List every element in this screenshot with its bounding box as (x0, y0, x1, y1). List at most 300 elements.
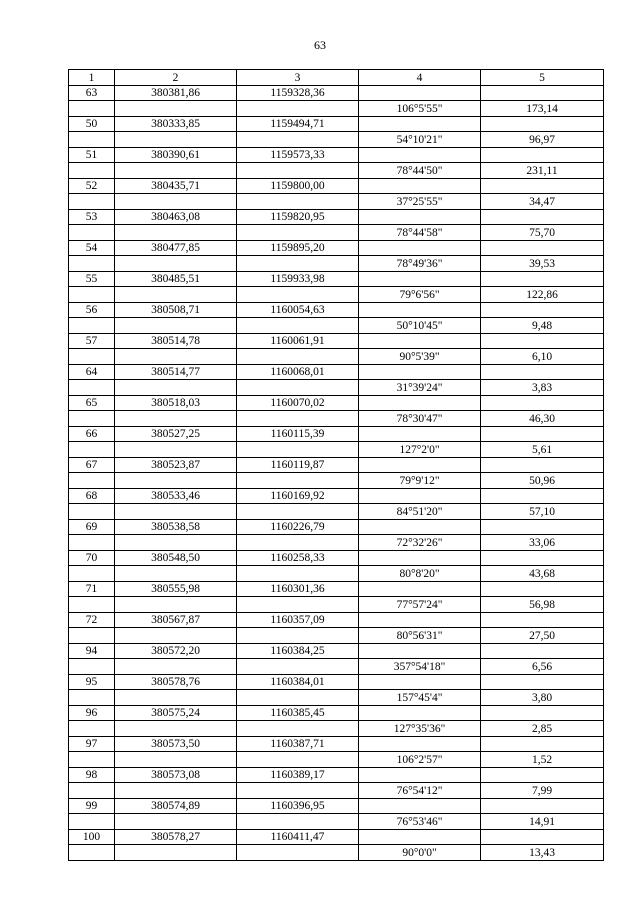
x-coordinate-cell (115, 287, 237, 303)
x-coordinate-cell: 380435,71 (115, 178, 237, 194)
distance-cell (481, 550, 604, 566)
x-coordinate-cell: 380575,24 (115, 705, 237, 721)
y-coordinate-cell (237, 442, 359, 458)
y-coordinate-cell: 1159933,98 (237, 271, 359, 287)
point-number-cell: 71 (69, 581, 115, 597)
distance-cell: 173,14 (481, 101, 604, 117)
x-coordinate-cell (115, 659, 237, 675)
distance-cell: 122,86 (481, 287, 604, 303)
x-coordinate-cell (115, 163, 237, 179)
y-coordinate-cell (237, 628, 359, 644)
table-row (69, 628, 604, 644)
bearing-cell: 127°2'0" (359, 442, 481, 458)
y-coordinate-cell: 1160384,25 (237, 643, 359, 659)
y-coordinate-cell (237, 163, 359, 179)
y-coordinate-cell: 1160061,91 (237, 333, 359, 349)
y-coordinate-cell (237, 318, 359, 334)
table-row (69, 473, 604, 489)
bearing-cell: 77°57'24" (359, 597, 481, 613)
point-number-cell (69, 163, 115, 179)
table-row (69, 302, 604, 318)
x-coordinate-cell (115, 721, 237, 737)
x-coordinate-cell (115, 101, 237, 117)
table-row (69, 829, 604, 845)
point-number-cell: 56 (69, 302, 115, 318)
table-row (69, 581, 604, 597)
point-number-cell (69, 411, 115, 427)
y-coordinate-cell: 1160389,17 (237, 767, 359, 783)
y-coordinate-cell: 1159328,36 (237, 85, 359, 101)
point-number-cell: 63 (69, 85, 115, 101)
bearing-cell: 76°53'46" (359, 814, 481, 830)
point-number-cell (69, 566, 115, 582)
table-row (69, 752, 604, 768)
table-row (69, 457, 604, 473)
bearing-cell: 78°49'36" (359, 256, 481, 272)
bearing-cell (359, 798, 481, 814)
distance-cell: 9,48 (481, 318, 604, 334)
table-row (69, 333, 604, 349)
distance-cell: 13,43 (481, 845, 604, 861)
x-coordinate-cell (115, 783, 237, 799)
y-coordinate-cell (237, 690, 359, 706)
table-row (69, 380, 604, 396)
bearing-cell (359, 581, 481, 597)
x-coordinate-cell: 380573,08 (115, 767, 237, 783)
point-number-cell: 100 (69, 829, 115, 845)
point-number-cell (69, 845, 115, 861)
distance-cell (481, 457, 604, 473)
bearing-cell: 80°8'20" (359, 566, 481, 582)
distance-cell (481, 612, 604, 628)
coordinates-table (68, 69, 604, 861)
y-coordinate-cell: 1160384,01 (237, 674, 359, 690)
y-coordinate-cell (237, 349, 359, 365)
distance-cell: 57,10 (481, 504, 604, 520)
distance-cell (481, 829, 604, 845)
x-coordinate-cell: 380538,58 (115, 519, 237, 535)
distance-cell: 14,91 (481, 814, 604, 830)
point-number-cell (69, 504, 115, 520)
distance-cell: 96,97 (481, 132, 604, 148)
x-coordinate-cell: 380573,50 (115, 736, 237, 752)
point-number-cell (69, 225, 115, 241)
bearing-cell (359, 85, 481, 101)
table-row (69, 163, 604, 179)
point-number-cell: 66 (69, 426, 115, 442)
bearing-cell: 90°0'0" (359, 845, 481, 861)
table-row (69, 225, 604, 241)
distance-cell (481, 302, 604, 318)
point-number-cell: 67 (69, 457, 115, 473)
bearing-cell (359, 705, 481, 721)
x-coordinate-cell (115, 132, 237, 148)
point-number-cell: 72 (69, 612, 115, 628)
y-coordinate-cell: 1160385,45 (237, 705, 359, 721)
point-number-cell (69, 690, 115, 706)
y-coordinate-cell (237, 225, 359, 241)
distance-cell (481, 674, 604, 690)
table-row (69, 814, 604, 830)
bearing-cell: 157°45'4" (359, 690, 481, 706)
distance-cell (481, 705, 604, 721)
bearing-cell (359, 333, 481, 349)
y-coordinate-cell (237, 194, 359, 210)
table-row (69, 612, 604, 628)
table-row (69, 783, 604, 799)
distance-cell: 2,85 (481, 721, 604, 737)
distance-cell (481, 426, 604, 442)
x-coordinate-cell (115, 442, 237, 458)
distance-cell: 7,99 (481, 783, 604, 799)
table-row (69, 271, 604, 287)
column-header-5: 5 (481, 70, 604, 86)
table-row (69, 256, 604, 272)
x-coordinate-cell (115, 411, 237, 427)
bearing-cell (359, 364, 481, 380)
table-row (69, 132, 604, 148)
point-number-cell: 53 (69, 209, 115, 225)
y-coordinate-cell: 1160070,02 (237, 395, 359, 411)
x-coordinate-cell: 380578,76 (115, 674, 237, 690)
x-coordinate-cell: 380390,61 (115, 147, 237, 163)
distance-cell (481, 488, 604, 504)
table-row (69, 442, 604, 458)
bearing-cell (359, 116, 481, 132)
bearing-cell (359, 457, 481, 473)
x-coordinate-cell: 380578,27 (115, 829, 237, 845)
y-coordinate-cell: 1160396,95 (237, 798, 359, 814)
x-coordinate-cell (115, 597, 237, 613)
y-coordinate-cell: 1159895,20 (237, 240, 359, 256)
bearing-cell (359, 271, 481, 287)
distance-cell (481, 395, 604, 411)
bearing-cell: 78°44'50" (359, 163, 481, 179)
table-row (69, 240, 604, 256)
distance-cell (481, 116, 604, 132)
distance-cell: 6,10 (481, 349, 604, 365)
x-coordinate-cell (115, 194, 237, 210)
x-coordinate-cell: 380333,85 (115, 116, 237, 132)
distance-cell: 6,56 (481, 659, 604, 675)
y-coordinate-cell (237, 256, 359, 272)
distance-cell (481, 271, 604, 287)
x-coordinate-cell: 380555,98 (115, 581, 237, 597)
distance-cell (481, 85, 604, 101)
point-number-cell (69, 628, 115, 644)
table-row (69, 116, 604, 132)
x-coordinate-cell: 380533,46 (115, 488, 237, 504)
table-row (69, 194, 604, 210)
column-header-1: 1 (69, 70, 115, 86)
y-coordinate-cell: 1160301,36 (237, 581, 359, 597)
x-coordinate-cell (115, 845, 237, 861)
point-number-cell: 57 (69, 333, 115, 349)
x-coordinate-cell: 380548,50 (115, 550, 237, 566)
table-row (69, 597, 604, 613)
y-coordinate-cell (237, 659, 359, 675)
table-row (69, 147, 604, 163)
distance-cell: 1,52 (481, 752, 604, 768)
y-coordinate-cell: 1159494,71 (237, 116, 359, 132)
x-coordinate-cell (115, 814, 237, 830)
y-coordinate-cell (237, 721, 359, 737)
table-row (69, 767, 604, 783)
table-row (69, 798, 604, 814)
point-number-cell: 95 (69, 674, 115, 690)
y-coordinate-cell (237, 504, 359, 520)
y-coordinate-cell (237, 845, 359, 861)
table-row (69, 519, 604, 535)
y-coordinate-cell: 1160357,09 (237, 612, 359, 628)
distance-cell (481, 519, 604, 535)
point-number-cell: 96 (69, 705, 115, 721)
table-row (69, 364, 604, 380)
distance-cell (481, 240, 604, 256)
y-coordinate-cell: 1160411,47 (237, 829, 359, 845)
y-coordinate-cell (237, 132, 359, 148)
x-coordinate-cell (115, 318, 237, 334)
y-coordinate-cell (237, 473, 359, 489)
bearing-cell (359, 519, 481, 535)
bearing-cell (359, 488, 481, 504)
table-row (69, 535, 604, 551)
bearing-cell: 357°54'18" (359, 659, 481, 675)
y-coordinate-cell (237, 752, 359, 768)
point-number-cell: 69 (69, 519, 115, 535)
bearing-cell: 72°32'26" (359, 535, 481, 551)
x-coordinate-cell (115, 504, 237, 520)
point-number-cell (69, 287, 115, 303)
column-header-4: 4 (359, 70, 481, 86)
table-row (69, 411, 604, 427)
table-row (69, 721, 604, 737)
bearing-cell: 76°54'12" (359, 783, 481, 799)
x-coordinate-cell: 380381,86 (115, 85, 237, 101)
point-number-cell: 64 (69, 364, 115, 380)
point-number-cell (69, 101, 115, 117)
point-number-cell: 65 (69, 395, 115, 411)
point-number-cell (69, 194, 115, 210)
y-coordinate-cell: 1160068,01 (237, 364, 359, 380)
distance-cell: 43,68 (481, 566, 604, 582)
point-number-cell (69, 783, 115, 799)
point-number-cell (69, 597, 115, 613)
table-row (69, 318, 604, 334)
point-number-cell (69, 752, 115, 768)
bearing-cell (359, 426, 481, 442)
distance-cell (481, 581, 604, 597)
point-number-cell: 50 (69, 116, 115, 132)
distance-cell: 50,96 (481, 473, 604, 489)
table-row (69, 488, 604, 504)
y-coordinate-cell (237, 597, 359, 613)
table-row (69, 504, 604, 520)
bearing-cell (359, 643, 481, 659)
point-number-cell (69, 256, 115, 272)
distance-cell (481, 209, 604, 225)
point-number-cell: 51 (69, 147, 115, 163)
point-number-cell: 99 (69, 798, 115, 814)
point-number-cell (69, 349, 115, 365)
point-number-cell (69, 535, 115, 551)
bearing-cell: 79°9'12" (359, 473, 481, 489)
x-coordinate-cell: 380518,03 (115, 395, 237, 411)
table-row (69, 287, 604, 303)
bearing-cell: 54°10'21" (359, 132, 481, 148)
table-row (69, 845, 604, 861)
distance-cell (481, 736, 604, 752)
point-number-cell: 94 (69, 643, 115, 659)
y-coordinate-cell (237, 101, 359, 117)
distance-cell: 5,61 (481, 442, 604, 458)
distance-cell: 3,83 (481, 380, 604, 396)
bearing-cell: 78°44'58" (359, 225, 481, 241)
bearing-cell (359, 147, 481, 163)
distance-cell (481, 147, 604, 163)
bearing-cell (359, 736, 481, 752)
bearing-cell: 106°5'55" (359, 101, 481, 117)
table-row (69, 674, 604, 690)
x-coordinate-cell (115, 349, 237, 365)
x-coordinate-cell: 380574,89 (115, 798, 237, 814)
x-coordinate-cell (115, 752, 237, 768)
y-coordinate-cell: 1159820,95 (237, 209, 359, 225)
y-coordinate-cell: 1160226,79 (237, 519, 359, 535)
distance-cell: 33,06 (481, 535, 604, 551)
bearing-cell (359, 209, 481, 225)
point-number-cell: 70 (69, 550, 115, 566)
bearing-cell (359, 829, 481, 845)
y-coordinate-cell: 1159573,33 (237, 147, 359, 163)
distance-cell (481, 767, 604, 783)
point-number-cell (69, 721, 115, 737)
table-body (69, 85, 604, 860)
distance-cell (481, 364, 604, 380)
point-number-cell (69, 814, 115, 830)
x-coordinate-cell (115, 690, 237, 706)
y-coordinate-cell (237, 411, 359, 427)
point-number-cell (69, 442, 115, 458)
table-row (69, 85, 604, 101)
distance-cell: 46,30 (481, 411, 604, 427)
table-row (69, 426, 604, 442)
distance-cell (481, 178, 604, 194)
bearing-cell (359, 302, 481, 318)
column-header-3: 3 (237, 70, 359, 86)
point-number-cell: 52 (69, 178, 115, 194)
y-coordinate-cell (237, 814, 359, 830)
point-number-cell: 54 (69, 240, 115, 256)
page-number: 63 (314, 38, 326, 52)
x-coordinate-cell (115, 628, 237, 644)
table-row (69, 736, 604, 752)
y-coordinate-cell: 1159800,00 (237, 178, 359, 194)
y-coordinate-cell: 1160169,92 (237, 488, 359, 504)
bearing-cell: 127°35'36" (359, 721, 481, 737)
table-header-row (69, 70, 604, 86)
bearing-cell: 31°39'24" (359, 380, 481, 396)
distance-cell (481, 643, 604, 659)
point-number-cell (69, 132, 115, 148)
y-coordinate-cell: 1160258,33 (237, 550, 359, 566)
y-coordinate-cell: 1160119,87 (237, 457, 359, 473)
bearing-cell: 50°10'45" (359, 318, 481, 334)
bearing-cell (359, 395, 481, 411)
table-row (69, 101, 604, 117)
x-coordinate-cell (115, 225, 237, 241)
bearing-cell (359, 674, 481, 690)
distance-cell: 34,47 (481, 194, 604, 210)
distance-cell: 231,11 (481, 163, 604, 179)
point-number-cell (69, 473, 115, 489)
distance-cell: 39,53 (481, 256, 604, 272)
x-coordinate-cell (115, 535, 237, 551)
distance-cell: 56,98 (481, 597, 604, 613)
bearing-cell: 80°56'31" (359, 628, 481, 644)
y-coordinate-cell (237, 535, 359, 551)
table-row (69, 643, 604, 659)
x-coordinate-cell (115, 566, 237, 582)
distance-cell (481, 798, 604, 814)
y-coordinate-cell (237, 287, 359, 303)
distance-cell: 3,80 (481, 690, 604, 706)
x-coordinate-cell (115, 473, 237, 489)
table-row (69, 550, 604, 566)
bearing-cell (359, 767, 481, 783)
x-coordinate-cell: 380572,20 (115, 643, 237, 659)
table-row (69, 209, 604, 225)
bearing-cell: 78°30'47" (359, 411, 481, 427)
point-number-cell: 97 (69, 736, 115, 752)
bearing-cell: 37°25'55" (359, 194, 481, 210)
table-row (69, 178, 604, 194)
x-coordinate-cell: 380477,85 (115, 240, 237, 256)
x-coordinate-cell: 380463,08 (115, 209, 237, 225)
bearing-cell (359, 612, 481, 628)
bearing-cell: 79°6'56" (359, 287, 481, 303)
bearing-cell: 106°2'57" (359, 752, 481, 768)
bearing-cell (359, 240, 481, 256)
point-number-cell (69, 380, 115, 396)
x-coordinate-cell (115, 256, 237, 272)
table-row (69, 349, 604, 365)
point-number-cell: 55 (69, 271, 115, 287)
bearing-cell: 90°5'39" (359, 349, 481, 365)
x-coordinate-cell (115, 380, 237, 396)
bearing-cell (359, 550, 481, 566)
distance-cell: 75,70 (481, 225, 604, 241)
x-coordinate-cell: 380514,77 (115, 364, 237, 380)
column-header-2: 2 (115, 70, 237, 86)
x-coordinate-cell: 380567,87 (115, 612, 237, 628)
y-coordinate-cell: 1160115,39 (237, 426, 359, 442)
bearing-cell: 84°51'20" (359, 504, 481, 520)
distance-cell: 27,50 (481, 628, 604, 644)
table-row (69, 659, 604, 675)
x-coordinate-cell: 380527,25 (115, 426, 237, 442)
distance-cell (481, 333, 604, 349)
x-coordinate-cell: 380523,87 (115, 457, 237, 473)
point-number-cell: 68 (69, 488, 115, 504)
y-coordinate-cell (237, 783, 359, 799)
y-coordinate-cell (237, 566, 359, 582)
y-coordinate-cell: 1160054,63 (237, 302, 359, 318)
point-number-cell: 98 (69, 767, 115, 783)
x-coordinate-cell: 380485,51 (115, 271, 237, 287)
table-row (69, 566, 604, 582)
x-coordinate-cell: 380508,71 (115, 302, 237, 318)
